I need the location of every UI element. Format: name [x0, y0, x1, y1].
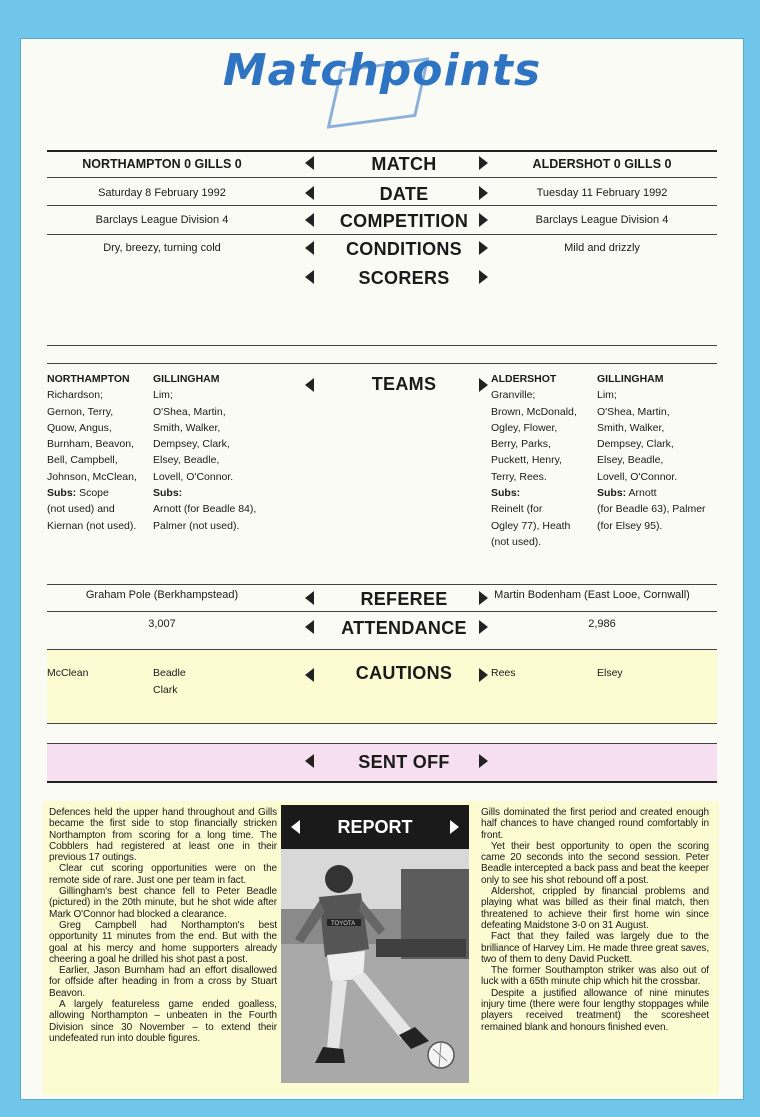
report-paragraph: A largely featureless game ended goalless, allowing Northampton – unbeaten in the Fourth Division since 30 November – to extend their undefeated run into double figures.: [49, 999, 277, 1044]
right-arrow-icon: [479, 378, 488, 392]
divider: [47, 723, 717, 724]
player-photo-illustration: [281, 849, 469, 1083]
report-left-column: [49, 807, 277, 1044]
team-line: Burnham, Beavon,: [47, 438, 134, 451]
team-line: Puckett, Henry,: [491, 454, 562, 467]
team-line: Johnson, McClean,: [47, 470, 137, 483]
competition-right: Barclays League Division 4: [535, 214, 669, 226]
team-line: Richardson;: [47, 389, 104, 402]
sent-off-row: [47, 752, 717, 775]
team-line: Dempsey, Clark,: [153, 438, 230, 451]
divider: [47, 234, 717, 235]
sent-off-label: SENT OFF: [358, 752, 450, 772]
divider: [47, 649, 717, 650]
subs-line: [47, 485, 153, 501]
team-line: Quow, Angus,: [47, 421, 112, 434]
divider: [47, 205, 717, 206]
team-northampton: [47, 371, 153, 534]
attendance-left: 3,007: [148, 618, 176, 630]
subs-line: Arnott (for Beadle 84),: [153, 503, 257, 516]
scorers-row: [47, 268, 717, 291]
divider: [47, 611, 717, 612]
right-arrow-icon: [479, 270, 488, 284]
report-right-column: [481, 807, 709, 1033]
report-paragraph: Gills dominated the first period and created enough half chances to have changed round comfortably in front.: [481, 807, 709, 841]
page: [20, 38, 744, 1100]
referee-left: Graham Pole (Berkhampstead): [85, 589, 239, 601]
divider: [47, 743, 717, 744]
cautions-label: CAUTIONS: [355, 663, 453, 683]
team-name: GILLINGHAM: [597, 373, 664, 385]
report-paragraph: Greg Campbell had Northampton's best opportunity 11 minutes from the end. But with the goal at his mercy and home supporters already cheering a goal he drilled his shot past a post.: [49, 919, 277, 965]
caution-player: Clark: [153, 684, 178, 696]
team-line: Bell, Campbell,: [47, 454, 118, 467]
team-gillingham-left: [153, 371, 273, 534]
page-title: [21, 45, 743, 96]
team-name: ALDERSHOT: [491, 373, 557, 385]
conditions-left: Dry, breezy, turning cold: [103, 242, 221, 254]
team-line: Gernon, Terry,: [47, 405, 114, 418]
divider: [47, 345, 717, 346]
report-paragraph: Aldershot, crippled by financial problems and playing what was billed as their final match, then threatened to achieve their first home win since defeating Maidstone 3-0 on 31 August.: [481, 886, 709, 931]
attendance-right: 2,986: [588, 618, 616, 630]
report-header: [281, 805, 469, 849]
subs-label: Subs:: [47, 487, 77, 500]
referee-row: [47, 589, 717, 612]
date-right: Tuesday 11 February 1992: [536, 187, 668, 199]
caution-player: McClean: [47, 667, 89, 679]
team-name: NORTHAMPTON: [47, 373, 130, 385]
team-line: Lovell, O'Connor.: [153, 470, 234, 483]
teams-label: TEAMS: [371, 374, 437, 394]
divider: [47, 150, 717, 152]
subs-text: Arnott: [626, 487, 657, 500]
report-paragraph: Defences held the upper hand throughout and Gills became the first side to stop financially stricken Northampton from scoring for a long time. The Cobblers had registered at least one in their previous 17 outings.: [49, 807, 277, 864]
subs-label: Subs:: [491, 487, 521, 500]
team-line: Dempsey, Clark,: [597, 438, 674, 451]
left-arrow-icon: [291, 820, 300, 834]
team-line: Smith, Walker,: [153, 421, 221, 434]
cautions-northampton: [47, 665, 88, 682]
attendance-row: [47, 618, 717, 641]
divider: [47, 177, 717, 178]
conditions-label: CONDITIONS: [345, 239, 462, 259]
subs-line: (not used).: [491, 535, 542, 548]
divider: [47, 584, 717, 585]
divider: [47, 781, 717, 783]
date-row: [47, 184, 717, 207]
team-gillingham-right: [597, 371, 717, 534]
team-line: Lim;: [153, 389, 173, 402]
match-left: NORTHAMPTON 0 GILLS 0: [82, 157, 242, 171]
cautions-gillingham-left: [153, 665, 186, 699]
title-diamond-logo: [327, 57, 430, 128]
caution-player: Beadle: [153, 667, 186, 679]
referee-label: REFEREE: [360, 589, 448, 609]
right-arrow-icon: [450, 820, 459, 834]
report-paragraph: Despite a justified allowance of nine minutes injury time (there were four lengthy stoppages while players received treatment) the scoresheet remained blank and honours finished even.: [481, 987, 709, 1033]
team-line: Elsey, Beadle,: [153, 454, 220, 467]
report-paragraph: The former Southampton striker was also out of luck with a 65th minute chip which hit the crossbar.: [481, 965, 709, 988]
subs-line: Reinelt (for: [491, 503, 543, 516]
team-line: Terry, Rees.: [491, 470, 547, 483]
match-row: [47, 154, 717, 177]
attendance-label: ATTENDANCE: [341, 618, 467, 638]
team-line: Lim;: [597, 389, 617, 402]
cautions-aldershot: [491, 665, 516, 682]
match-label: MATCH: [371, 154, 437, 174]
report-paragraph: Yet their best opportunity to open the scoring came 20 seconds into the second session. Peter Beadle intercepted a back pass and beat the keeper only to see his shot rebound off a post.: [481, 840, 709, 886]
date-left: Saturday 8 February 1992: [98, 187, 226, 199]
team-aldershot: [491, 371, 595, 550]
team-line: Smith, Walker,: [597, 421, 665, 434]
report-paragraph: Earlier, Jason Burnham had an effort disallowed for offside after heading in from a cross by Stuart Beavon.: [49, 965, 277, 999]
subs-line: Palmer (not used).: [153, 519, 240, 532]
subs-label: Subs:: [153, 487, 183, 500]
subs-line: [597, 485, 717, 501]
scorers-label: SCORERS: [358, 268, 450, 288]
conditions-row: [47, 239, 717, 262]
team-line: Berry, Parks,: [491, 438, 551, 451]
subs-label: Subs:: [597, 487, 627, 500]
team-line: Granville;: [491, 389, 536, 402]
subs-line: (not used) and: [47, 503, 115, 516]
teams-row: [47, 371, 717, 551]
subs-line: Ogley 77), Heath: [491, 519, 571, 532]
cautions-gillingham-right: [597, 665, 623, 682]
report-paragraph: Clear cut scoring opportunities were on the remote side of rare. Just one per team in fact.: [49, 863, 277, 886]
conditions-right: Mild and drizzly: [564, 242, 640, 254]
team-line: O'Shea, Martin,: [153, 405, 226, 418]
competition-left: Barclays League Division 4: [95, 214, 229, 226]
caution-player: Elsey: [597, 667, 623, 679]
subs-text: Scope: [76, 487, 109, 500]
divider: [47, 363, 717, 364]
referee-right: Martin Bodenham (East Looe, Cornwall): [494, 589, 690, 601]
team-line: Elsey, Beadle,: [597, 454, 664, 467]
shirt-sponsor-text: TOYOTA: [331, 921, 356, 927]
report-paragraph: Gillingham's best chance fell to Peter Beadle (pictured) in the 20th minute, but he shot wide after Mark O'Connor had blocked a clearance.: [49, 886, 277, 920]
player-photo: [281, 849, 469, 1083]
title-text: Matchpoints: [222, 45, 542, 96]
team-line: O'Shea, Martin,: [597, 405, 670, 418]
right-arrow-icon: [479, 754, 488, 768]
caution-player: Rees: [491, 667, 516, 679]
team-line: Brown, McDonald,: [491, 405, 577, 418]
cautions-row: [47, 665, 717, 705]
right-arrow-icon: [479, 668, 488, 682]
team-line: Ogley, Flower,: [491, 421, 558, 434]
date-label: DATE: [379, 184, 429, 204]
report-paragraph: Fact that they failed was largely due to the brilliance of Harvey Lim. He made three great saves, two of them to deny David Puckett.: [481, 931, 709, 965]
team-line: Lovell, O'Connor.: [597, 470, 678, 483]
subs-line: (for Elsey 95).: [597, 519, 663, 532]
subs-line: (for Beadle 63), Palmer: [597, 503, 706, 516]
competition-label: COMPETITION: [339, 211, 469, 231]
competition-row: [47, 211, 717, 234]
report-label: REPORT: [337, 817, 413, 837]
subs-line: Kiernan (not used).: [47, 519, 137, 532]
report-section: [43, 801, 719, 1095]
match-right: ALDERSHOT 0 GILLS 0: [532, 157, 672, 171]
team-name: GILLINGHAM: [153, 373, 220, 385]
